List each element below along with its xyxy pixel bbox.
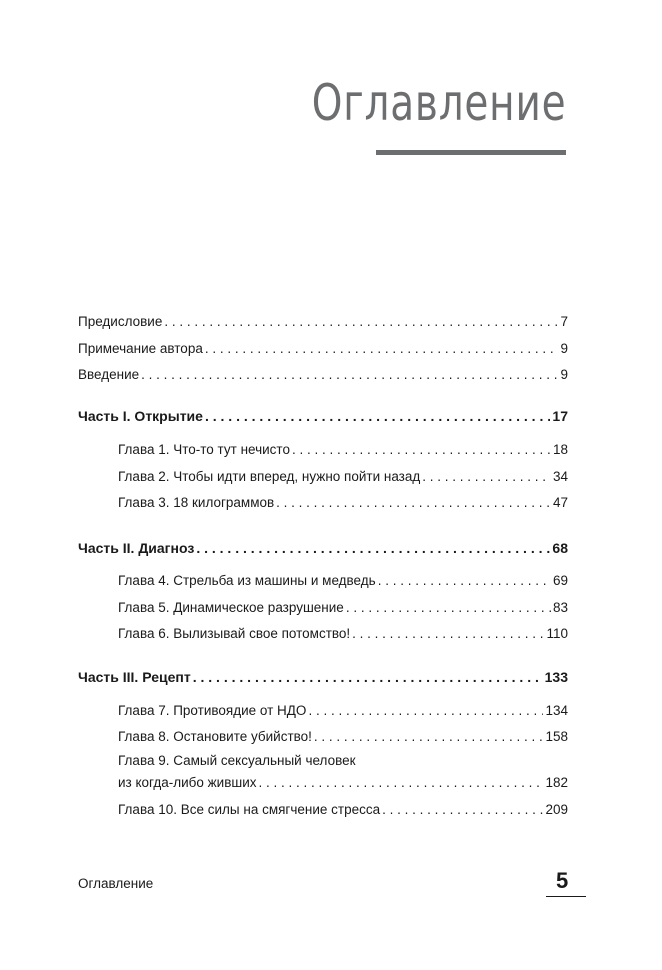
toc-entry-label: Предисловие [78, 314, 163, 329]
toc-chapter-page: 47 [552, 495, 568, 510]
toc-part-2[interactable] [78, 539, 568, 557]
toc-chapter-page: 34 [552, 469, 568, 484]
page-number: 5 [556, 868, 569, 893]
toc-chapter-9[interactable] [118, 774, 568, 792]
toc-chapter-3[interactable] [118, 494, 568, 512]
toc-entry-page: 9 [560, 367, 568, 382]
toc-chapter-label: Глава 4. Стрельба из машины и медведь [118, 573, 376, 588]
toc-entry-preface[interactable] [78, 313, 568, 331]
toc-chapter-label: Глава 10. Все силы на смягчение стресса [118, 802, 381, 817]
toc-chapter-label: из когда-либо живших [118, 775, 257, 790]
toc-chapter-page: 69 [552, 573, 568, 588]
leader-dots [164, 313, 558, 331]
leader-dots [378, 572, 551, 590]
toc-entry-page: 7 [560, 314, 568, 329]
toc-chapter-page: 158 [545, 729, 568, 744]
leader-dots [346, 599, 551, 617]
leader-dots [205, 407, 550, 425]
toc-chapter-1[interactable] [118, 441, 568, 459]
running-footer-section: Оглавление [78, 876, 154, 891]
leader-dots [193, 668, 543, 686]
toc-part-label: Часть I. Открытие [78, 408, 203, 424]
leader-dots [422, 468, 551, 486]
leader-dots [314, 728, 544, 746]
toc-chapter-page: 18 [552, 442, 568, 457]
toc-chapter-label: Глава 5. Динамическое разрушение [118, 600, 344, 615]
page-title: Оглавление [311, 74, 566, 132]
toc-part-3[interactable] [78, 668, 568, 686]
toc-chapter-9-line1: Глава 9. Самый сексуальный человек [118, 753, 356, 768]
toc-chapter-page: 110 [546, 626, 568, 641]
toc-part-page: 133 [544, 669, 568, 685]
toc-entry-page: 9 [560, 341, 568, 356]
toc-chapter-10[interactable] [118, 801, 568, 819]
toc-chapter-label: Глава 3. 18 килограммов [118, 495, 275, 510]
toc-part-1[interactable] [78, 407, 568, 425]
leader-dots [259, 774, 544, 792]
toc-chapter-2[interactable] [118, 468, 568, 486]
toc-chapter-label: Глава 1. Что-то тут нечисто [118, 442, 290, 457]
toc-chapter-4[interactable] [118, 572, 568, 590]
leader-dots [205, 340, 559, 358]
toc-chapter-8[interactable] [118, 728, 568, 746]
leader-dots [196, 539, 550, 557]
toc-chapter-6[interactable] [118, 625, 568, 643]
leader-dots [276, 494, 551, 512]
leader-dots [141, 366, 558, 384]
toc-entry-author-note[interactable] [78, 340, 568, 358]
leader-dots [382, 801, 543, 819]
toc-chapter-page: 209 [545, 802, 568, 817]
toc-part-label: Часть III. Рецепт [78, 669, 191, 685]
toc-chapter-7[interactable] [118, 702, 568, 720]
toc-part-label: Часть II. Диагноз [78, 540, 195, 556]
toc-chapter-page: 134 [545, 703, 568, 718]
toc-chapter-5[interactable] [118, 599, 568, 617]
toc-chapter-label: Глава 6. Вылизывай свое потомство! [118, 626, 351, 641]
toc-chapter-label: Глава 2. Чтобы идти вперед, нужно пойти назад [118, 469, 421, 484]
leader-dots [308, 702, 543, 720]
toc-entry-label: Примечание автора [78, 341, 203, 356]
leader-dots [292, 441, 551, 459]
title-underline [376, 150, 566, 155]
toc-part-page: 17 [552, 408, 568, 424]
page-number-rule [546, 896, 586, 897]
toc-chapter-page: 182 [545, 775, 568, 790]
toc-entry-label: Введение [78, 367, 140, 382]
toc-part-page: 68 [552, 540, 568, 556]
toc-chapter-page: 83 [552, 600, 568, 615]
leader-dots [352, 625, 544, 643]
toc-chapter-label: Глава 7. Противоядие от НДО [118, 703, 307, 718]
toc-chapter-label: Глава 8. Остановите убийство! [118, 729, 312, 744]
toc-entry-introduction[interactable] [78, 366, 568, 384]
